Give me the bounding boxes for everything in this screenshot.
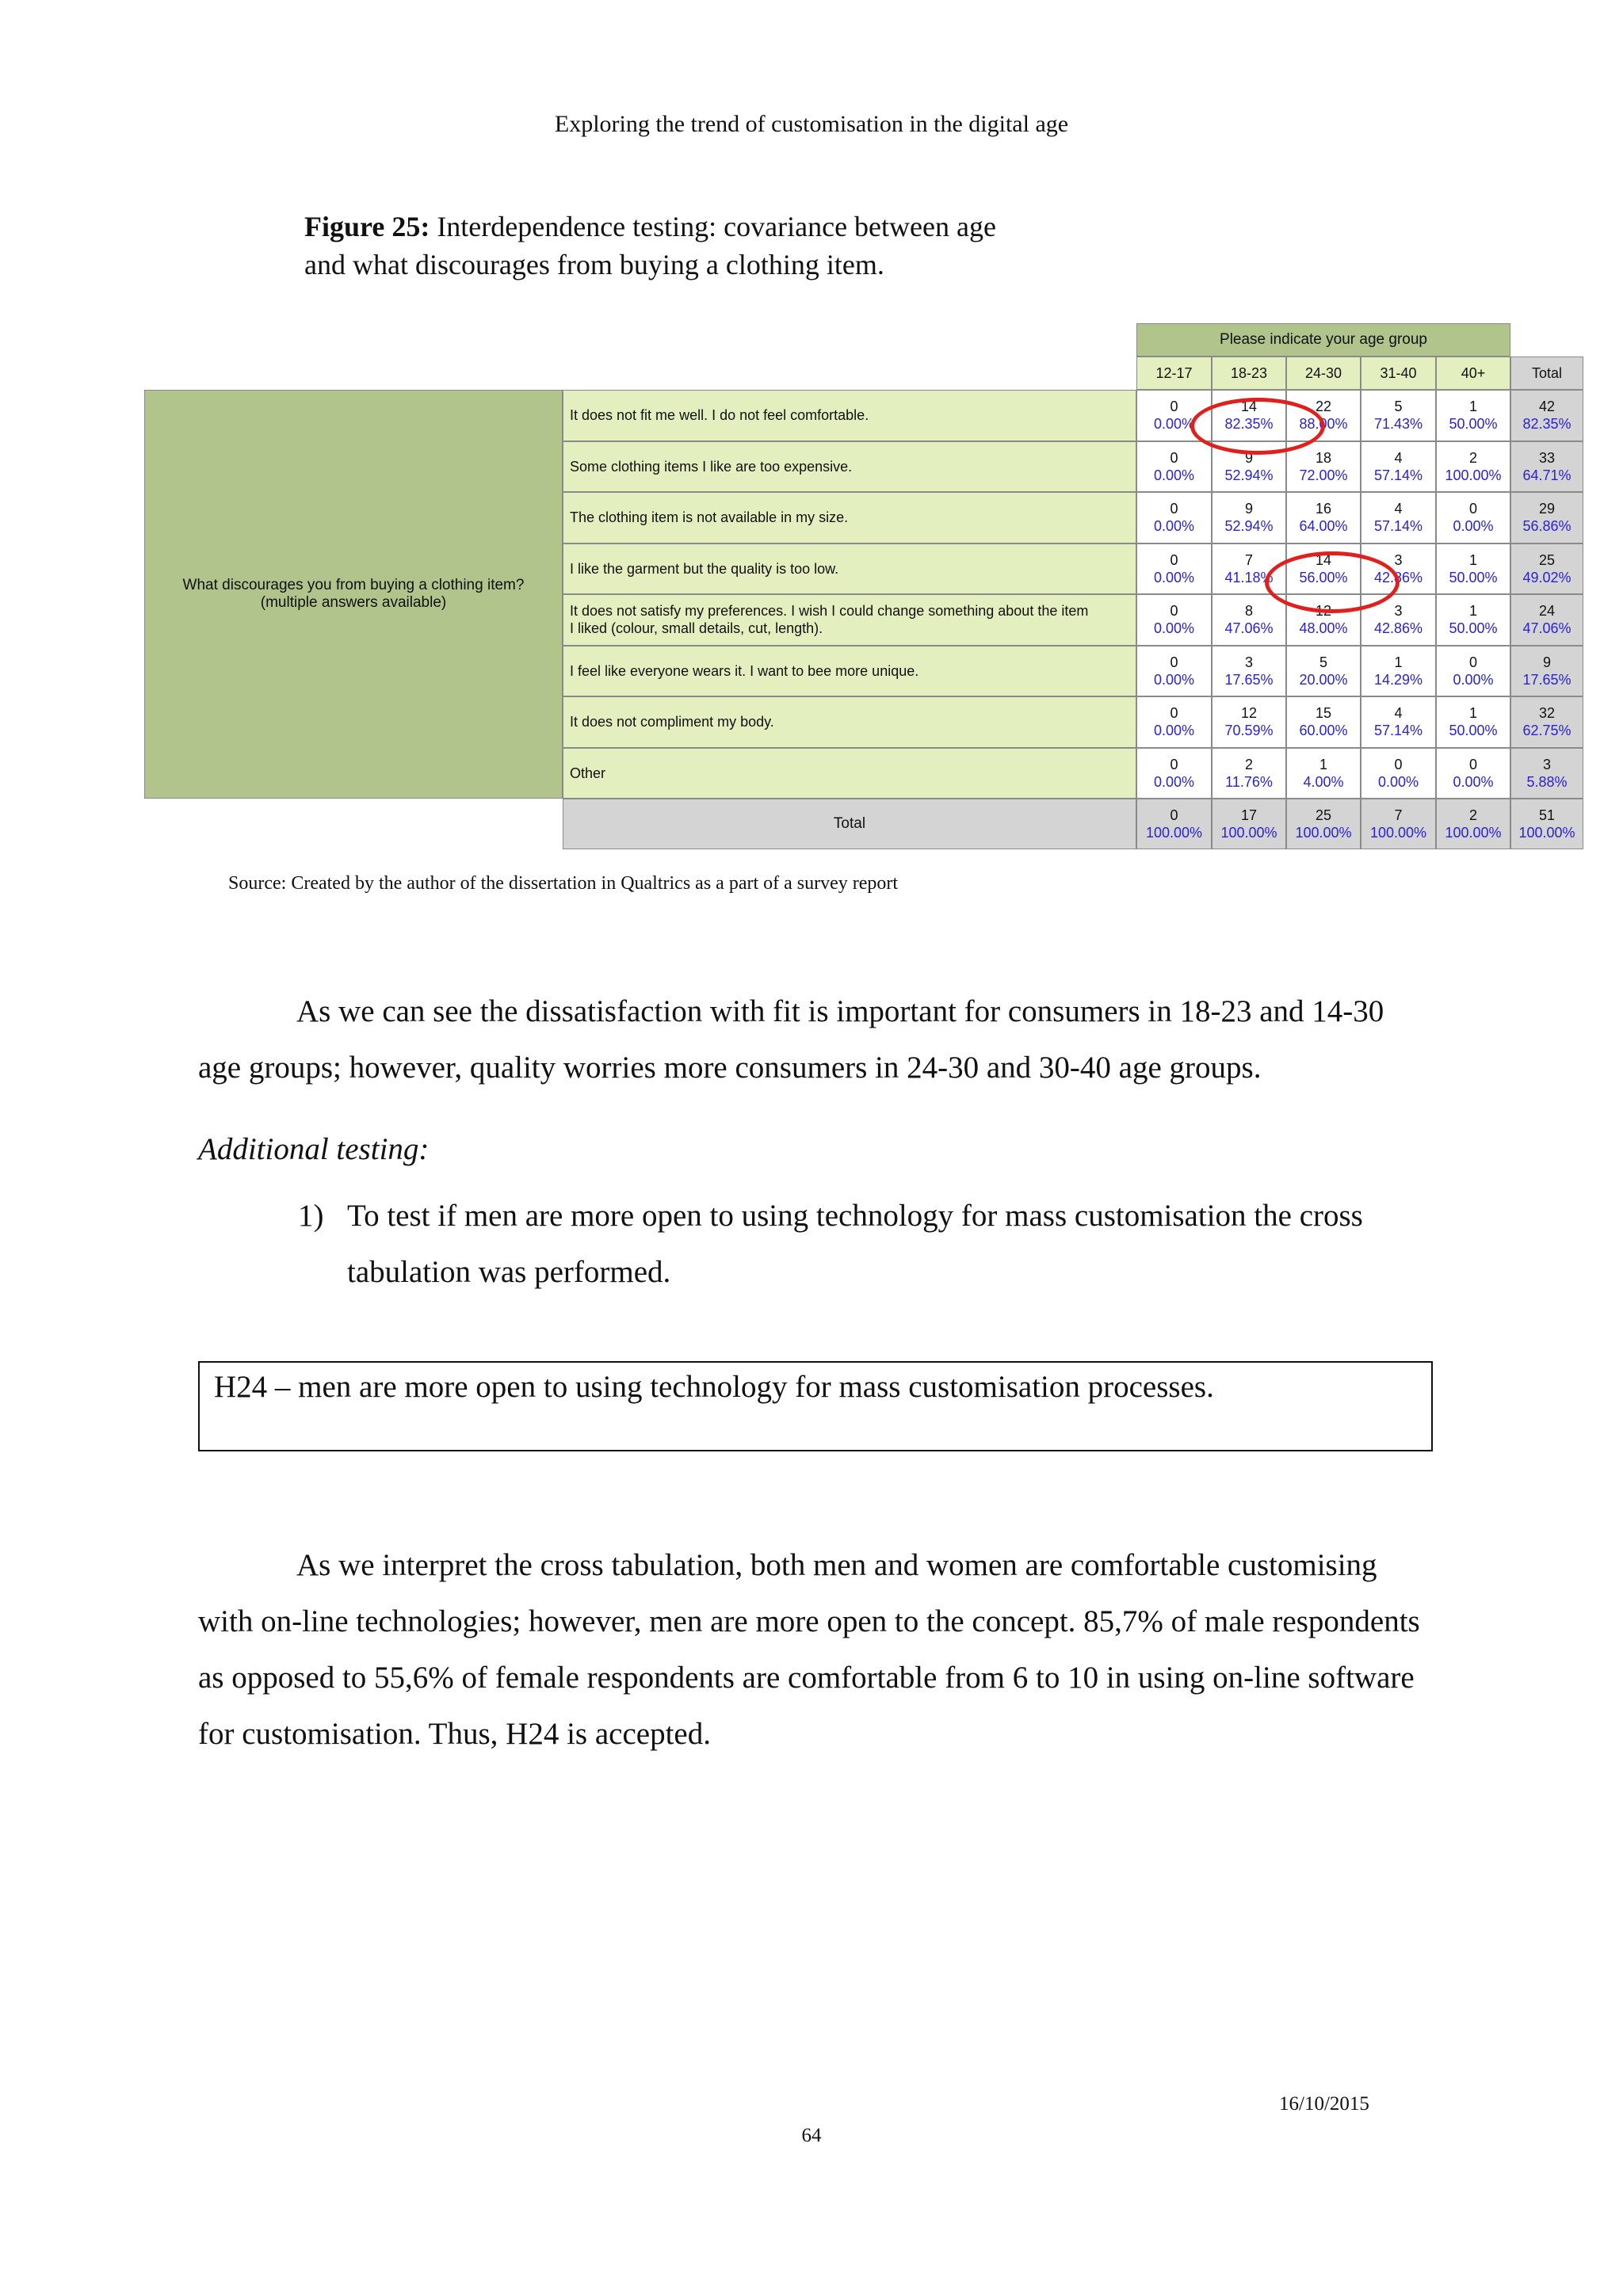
total-percent: 100.00%	[1445, 825, 1502, 841]
data-cell	[1436, 543, 1510, 595]
cell-count: 0	[1170, 501, 1178, 517]
data-cell	[1436, 748, 1510, 799]
data-cell	[1361, 748, 1436, 799]
data-cell	[1136, 748, 1212, 799]
cell-percent: 70.59%	[1224, 723, 1274, 739]
cell-count: 33	[1538, 449, 1556, 466]
cell-count: 1	[1468, 603, 1477, 620]
cell-percent: 57.14%	[1373, 723, 1423, 739]
data-cell	[1136, 390, 1212, 441]
data-cell	[1436, 594, 1510, 646]
cell-count: 8	[1244, 603, 1253, 620]
data-cell	[1136, 646, 1212, 697]
additional-testing-heading: Additional testing:	[198, 1132, 430, 1166]
data-cell	[1361, 492, 1436, 543]
data-cell	[1212, 594, 1286, 646]
data-cell	[1212, 441, 1286, 493]
data-cell	[1361, 390, 1436, 441]
paragraph-interpretation: As we interpret the cross tabulation, both men and women are comfortable customising with on-line technologies; however, men are more open to the concept. 85,7% of male respondents as opposed to 55,6% of female respondents are comfortable from 6 to 10 in using on-line software for customisation. Thus, H24 is accepted.	[198, 1548, 1420, 1751]
question-label-line2: (multiple answers available)	[260, 594, 447, 611]
total-percent: 100.00%	[1145, 825, 1203, 841]
column-header-label: Total	[1531, 364, 1563, 381]
cell-count: 3	[1394, 603, 1403, 620]
cell-percent: 42.86%	[1373, 620, 1423, 637]
cell-count: 1	[1468, 705, 1477, 722]
total-percent: 100.00%	[1518, 825, 1575, 841]
list-text: To test if men are more open to using technology for mass customisation the cross tabulation was performed.	[347, 1199, 1363, 1289]
cell-percent: 60.00%	[1299, 723, 1348, 739]
data-cell	[1286, 492, 1361, 543]
column-header	[1436, 357, 1510, 390]
cell-percent: 14.29%	[1373, 671, 1423, 688]
row-label	[563, 492, 1136, 543]
column-header-label: 31-40	[1380, 364, 1417, 381]
cell-percent: 0.00%	[1153, 416, 1195, 433]
cell-percent: 82.35%	[1224, 416, 1274, 433]
age-group-header	[1136, 323, 1510, 357]
cell-count: 3	[1244, 654, 1253, 670]
running-header: Exploring the trend of customisation in the digital age	[554, 111, 1069, 137]
cell-count: 0	[1468, 654, 1477, 670]
total-count: 51	[1538, 807, 1556, 823]
cell-count: 12	[1240, 705, 1258, 722]
data-cell	[1212, 492, 1286, 543]
total-cell	[1136, 799, 1212, 849]
data-cell	[1510, 390, 1583, 441]
cell-count: 0	[1170, 705, 1178, 722]
total-row-label-text: Total	[833, 815, 866, 832]
data-cell	[1212, 646, 1286, 697]
row-label-line1: It does not satisfy my preferences. I wish I could change something about the item	[570, 603, 1089, 620]
cell-percent: 52.94%	[1224, 518, 1274, 535]
total-cell	[1510, 799, 1583, 849]
cell-percent: 42.86%	[1373, 569, 1423, 585]
cell-count: 7	[1244, 551, 1253, 568]
cell-count: 0	[1468, 756, 1477, 772]
row-label-line1: The clothing item is not available in my size.	[570, 509, 849, 526]
row-label	[563, 748, 1136, 799]
cell-percent: 52.94%	[1224, 467, 1274, 483]
figure-source: Source: Created by the author of the dissertation in Qualtrics as a part of a survey report	[228, 873, 899, 894]
cell-count: 16	[1315, 501, 1332, 517]
cell-count: 32	[1538, 705, 1556, 722]
cell-percent: 0.00%	[1153, 569, 1195, 585]
column-header	[1212, 357, 1286, 390]
cell-percent: 50.00%	[1449, 569, 1498, 585]
cell-count: 4	[1394, 705, 1403, 722]
cell-count: 5	[1319, 654, 1327, 670]
cell-percent: 0.00%	[1153, 620, 1195, 637]
cell-count: 0	[1170, 399, 1178, 415]
data-cell	[1510, 696, 1583, 748]
cell-count: 24	[1538, 603, 1556, 620]
cell-percent: 56.86%	[1522, 518, 1571, 535]
row-label	[563, 390, 1136, 441]
data-cell	[1286, 748, 1361, 799]
cell-percent: 49.02%	[1522, 569, 1571, 585]
data-cell	[1286, 543, 1361, 595]
cell-percent: 47.06%	[1224, 620, 1274, 637]
column-header	[1136, 357, 1212, 390]
figure-label: Figure 25:	[304, 211, 430, 242]
data-cell	[1136, 594, 1212, 646]
column-header-label: 12-17	[1155, 364, 1193, 381]
total-percent: 100.00%	[1220, 825, 1277, 841]
total-count: 17	[1240, 807, 1258, 823]
cell-count: 0	[1394, 756, 1403, 772]
cell-percent: 100.00%	[1445, 467, 1502, 483]
footer-date: 16/10/2015	[1279, 2093, 1369, 2115]
data-cell	[1136, 696, 1212, 748]
cell-percent: 71.43%	[1373, 416, 1423, 433]
cell-count: 14	[1315, 551, 1332, 568]
data-cell	[1361, 543, 1436, 595]
row-label-line1: Some clothing items I like are too expensive.	[570, 458, 853, 475]
row-label-line1: I like the garment but the quality is too low.	[570, 560, 839, 577]
column-header	[1361, 357, 1436, 390]
cell-percent: 56.00%	[1299, 569, 1348, 585]
cell-count: 25	[1538, 551, 1556, 568]
data-cell	[1436, 492, 1510, 543]
hypothesis-box: H24 – men are more open to using technology for mass customisation processes.	[198, 1361, 1433, 1451]
cell-percent: 0.00%	[1453, 773, 1494, 790]
cell-count: 0	[1170, 603, 1178, 620]
data-cell	[1510, 492, 1583, 543]
cell-count: 1	[1468, 551, 1477, 568]
crosstab-table	[144, 323, 1583, 854]
cell-percent: 57.14%	[1373, 518, 1423, 535]
column-header-label: 18-23	[1230, 364, 1268, 381]
data-cell	[1510, 441, 1583, 493]
cell-count: 29	[1538, 501, 1556, 517]
cell-count: 3	[1542, 756, 1551, 772]
column-header	[1510, 357, 1583, 390]
total-count: 0	[1170, 807, 1178, 823]
data-cell	[1510, 748, 1583, 799]
list-item-1	[298, 1188, 1439, 1300]
data-cell	[1212, 543, 1286, 595]
data-cell	[1212, 748, 1286, 799]
cell-percent: 0.00%	[1153, 671, 1195, 688]
row-label	[563, 696, 1136, 748]
cell-percent: 20.00%	[1299, 671, 1348, 688]
cell-percent: 64.71%	[1522, 467, 1571, 483]
row-label	[563, 441, 1136, 493]
cell-percent: 0.00%	[1153, 467, 1195, 483]
cell-count: 1	[1319, 756, 1327, 772]
cell-percent: 0.00%	[1153, 518, 1195, 535]
age-group-header-label: Please indicate your age group	[1220, 331, 1427, 348]
cell-percent: 62.75%	[1522, 723, 1571, 739]
row-label	[563, 646, 1136, 697]
column-header-label: 24-30	[1304, 364, 1342, 381]
data-cell	[1286, 646, 1361, 697]
question-label-line1: What discourages you from buying a clothing item?	[182, 577, 525, 593]
cell-count: 12	[1315, 603, 1332, 620]
row-label-line1: Other	[570, 765, 606, 781]
total-count: 25	[1315, 807, 1332, 823]
data-cell	[1286, 441, 1361, 493]
question-label-box	[144, 390, 563, 799]
cell-count: 4	[1394, 449, 1403, 466]
total-row-label	[563, 799, 1136, 849]
figure-caption-line1: Interdependence testing: covariance between age	[437, 211, 996, 242]
total-cell	[1286, 799, 1361, 849]
column-header-label: 40+	[1461, 364, 1486, 381]
total-percent: 100.00%	[1369, 825, 1427, 841]
cell-percent: 64.00%	[1299, 518, 1348, 535]
data-cell	[1361, 696, 1436, 748]
page-number: 64	[801, 2125, 822, 2146]
cell-count: 2	[1468, 449, 1477, 466]
data-cell	[1436, 441, 1510, 493]
data-cell	[1361, 594, 1436, 646]
data-cell	[1136, 492, 1212, 543]
cell-percent: 0.00%	[1153, 723, 1195, 739]
row-label	[563, 594, 1136, 646]
cell-count: 0	[1170, 654, 1178, 670]
cell-count: 22	[1315, 399, 1332, 415]
cell-percent: 50.00%	[1449, 416, 1498, 433]
cell-percent: 0.00%	[1153, 773, 1195, 790]
cell-percent: 17.65%	[1224, 671, 1274, 688]
cell-count: 5	[1394, 399, 1403, 415]
column-header	[1286, 357, 1361, 390]
row-label-line2: I liked (colour, small details, cut, length).	[570, 620, 823, 637]
total-count: 7	[1394, 807, 1403, 823]
list-number: 1)	[298, 1199, 324, 1233]
cell-count: 15	[1315, 705, 1332, 722]
cell-count: 0	[1170, 756, 1178, 772]
cell-count: 9	[1244, 449, 1253, 466]
cell-percent: 41.18%	[1224, 569, 1274, 585]
data-cell	[1212, 390, 1286, 441]
cell-count: 18	[1315, 449, 1332, 466]
total-cell	[1212, 799, 1286, 849]
cell-percent: 50.00%	[1449, 620, 1498, 637]
cell-percent: 0.00%	[1453, 518, 1494, 535]
cell-percent: 50.00%	[1449, 723, 1498, 739]
data-cell	[1286, 594, 1361, 646]
cell-count: 1	[1468, 399, 1477, 415]
cell-count: 2	[1244, 756, 1253, 772]
row-label	[563, 543, 1136, 595]
cell-percent: 82.35%	[1522, 416, 1571, 433]
data-cell	[1136, 543, 1212, 595]
data-cell	[1436, 390, 1510, 441]
data-cell	[1212, 696, 1286, 748]
data-cell	[1436, 696, 1510, 748]
cell-percent: 4.00%	[1303, 773, 1344, 790]
cell-count: 0	[1170, 449, 1178, 466]
data-cell	[1361, 441, 1436, 493]
total-count: 2	[1468, 807, 1477, 823]
data-cell	[1136, 441, 1212, 493]
row-label-line1: It does not compliment my body.	[570, 714, 774, 730]
cell-percent: 0.00%	[1453, 671, 1494, 688]
data-cell	[1436, 646, 1510, 697]
total-cell	[1361, 799, 1436, 849]
cell-percent: 57.14%	[1373, 467, 1423, 483]
figure-caption	[304, 208, 1097, 284]
cell-percent: 11.76%	[1225, 773, 1273, 790]
cell-percent: 72.00%	[1299, 467, 1348, 483]
data-cell	[1510, 543, 1583, 595]
cell-percent: 88.00%	[1299, 416, 1348, 433]
data-cell	[1510, 646, 1583, 697]
figure-caption-line2: and what discourages from buying a clothing item.	[304, 249, 884, 280]
data-cell	[1361, 646, 1436, 697]
cell-count: 42	[1538, 399, 1556, 415]
cell-percent: 0.00%	[1377, 773, 1419, 790]
cell-percent: 17.65%	[1522, 671, 1571, 688]
data-cell	[1286, 390, 1361, 441]
cell-count: 9	[1244, 501, 1253, 517]
row-label-line1: It does not fit me well. I do not feel comfortable.	[570, 407, 869, 424]
total-cell	[1436, 799, 1510, 849]
cell-count: 3	[1394, 551, 1403, 568]
cell-count: 0	[1170, 551, 1178, 568]
cell-percent: 47.06%	[1522, 620, 1571, 637]
cell-percent: 48.00%	[1299, 620, 1348, 637]
cell-count: 4	[1394, 501, 1403, 517]
data-cell	[1286, 696, 1361, 748]
cell-percent: 5.88%	[1526, 773, 1568, 790]
row-label-line1: I feel like everyone wears it. I want to bee more unique.	[570, 662, 919, 679]
cell-count: 9	[1542, 654, 1551, 670]
data-cell	[1510, 594, 1583, 646]
cell-count: 14	[1240, 399, 1258, 415]
paragraph-fit-quality: As we can see the dissatisfaction with fit is important for consumers in 18-23 and 14-30 age groups; however, quality worries more consumers in 24-30 and 30-40 age groups.	[198, 994, 1384, 1085]
cell-count: 1	[1394, 654, 1403, 670]
cell-count: 0	[1468, 501, 1477, 517]
total-percent: 100.00%	[1295, 825, 1352, 841]
